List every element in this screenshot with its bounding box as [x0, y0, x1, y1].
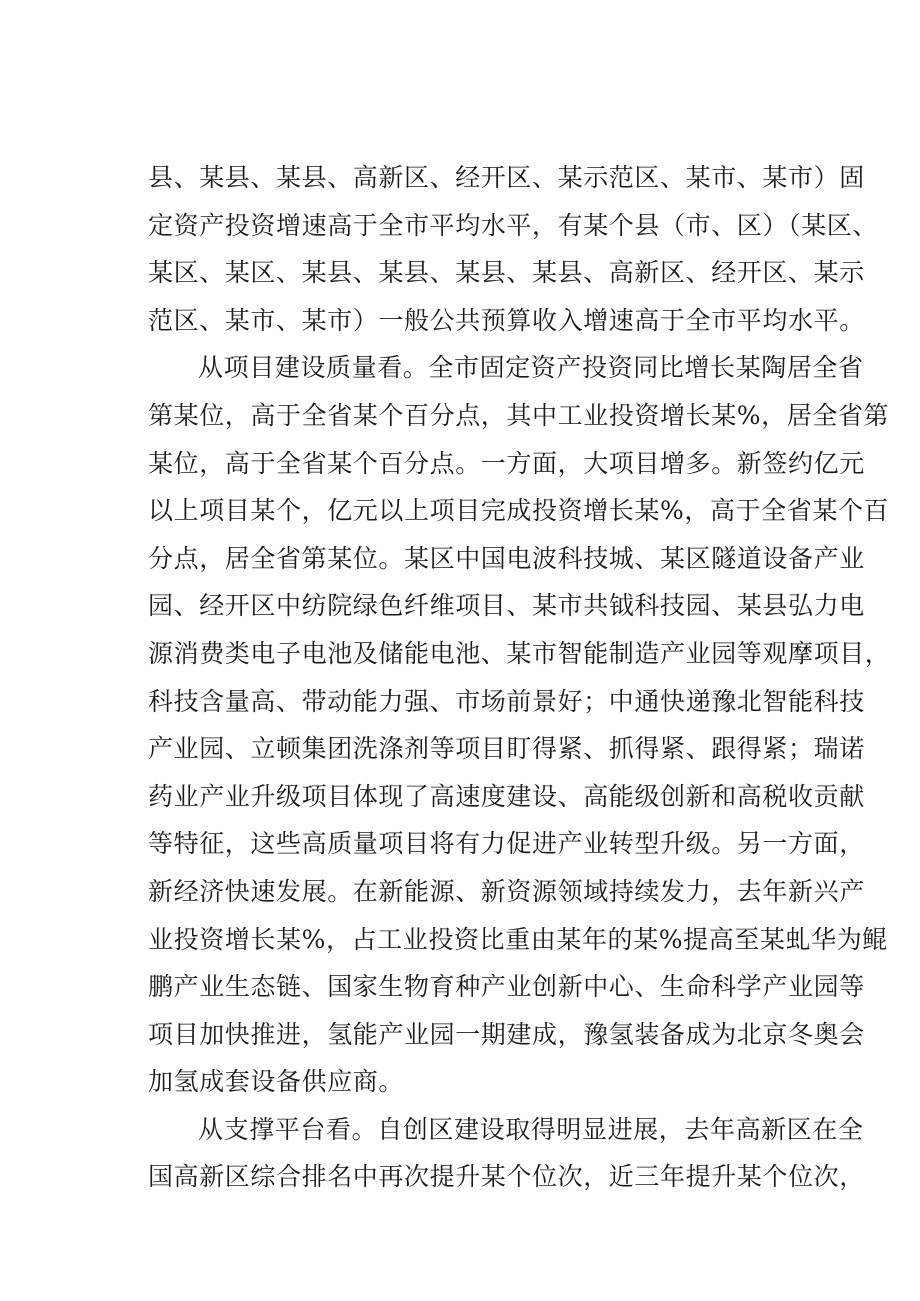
- text-line: 产业园、立顿集团洗涤剂等项目盯得紧、抓得紧、跟得紧；瑞诺: [148, 734, 865, 764]
- text-line: 县、某县、某县、高新区、经开区、某示范区、某市、某市）固: [148, 163, 865, 192]
- text-line: 某区、某区、某县、某县、某县、某县、高新区、经开区、某示: [148, 258, 865, 288]
- text-line: 项目加快推进，氢能产业园一期建成，豫氢装备成为北京冬奥会: [148, 1019, 865, 1049]
- text-line: 等特征，这些高质量项目将有力促进产业转型升级。另一方面，: [148, 829, 865, 859]
- text-line: 加氢成套设备供应商。: [148, 1067, 405, 1097]
- text-line: 鹏产业生态链、国家生物育种产业创新中心、生命科学产业园等: [148, 972, 865, 1002]
- text-line: 业投资增长某%，占工业投资比重由某年的某%提高至某虬华为鲲: [148, 924, 888, 954]
- text-line: 科技含量高、带动能力强、市场前景好；中通快递豫北智能科技: [148, 686, 865, 716]
- text-line: 源消费类电子电池及储能电池、某市智能制造产业园等观摩项目，: [148, 638, 891, 668]
- text-line: 范区、某市、某市）一般公共预算收入增速高于全市平均水平。: [148, 305, 865, 335]
- text-line: 国高新区综合排名中再次提升某个位次，近三年提升某个位次，: [148, 1162, 865, 1192]
- paragraph-start-line: 从支撑平台看。自创区建设取得明显进展，去年高新区在全: [198, 1114, 864, 1144]
- text-line: 新经济快速发展。在新能源、新资源领域持续发力，去年新兴产: [148, 876, 865, 906]
- text-line: 园、经开区中纺院绿色纤维项目、某市共钺科技园、某县弘力电: [148, 591, 865, 621]
- text-line: 某位，高于全省某个百分点。一方面，大项目增多。新签约亿元: [148, 448, 865, 478]
- text-line: 定资产投资增速高于全市平均水平，有某个县（市、区）（某区、: [148, 210, 878, 240]
- text-line: 第某位，高于全省某个百分点，其中工业投资增长某%，居全省第: [148, 400, 890, 430]
- text-line: 分点，居全省第某位。某区中国电波科技城、某区隧道设备产业: [148, 543, 865, 573]
- paragraph-start-line: 从项目建设质量看。全市固定资产投资同比增长某陶居全省: [198, 353, 864, 383]
- text-line: 药业产业升级项目体现了高速度建设、高能级创新和高税收贡献: [148, 781, 865, 811]
- text-line: 以上项目某个，亿元以上项目完成投资增长某%，高于全省某个百: [148, 496, 890, 526]
- document-body: [148, 154, 891, 1201]
